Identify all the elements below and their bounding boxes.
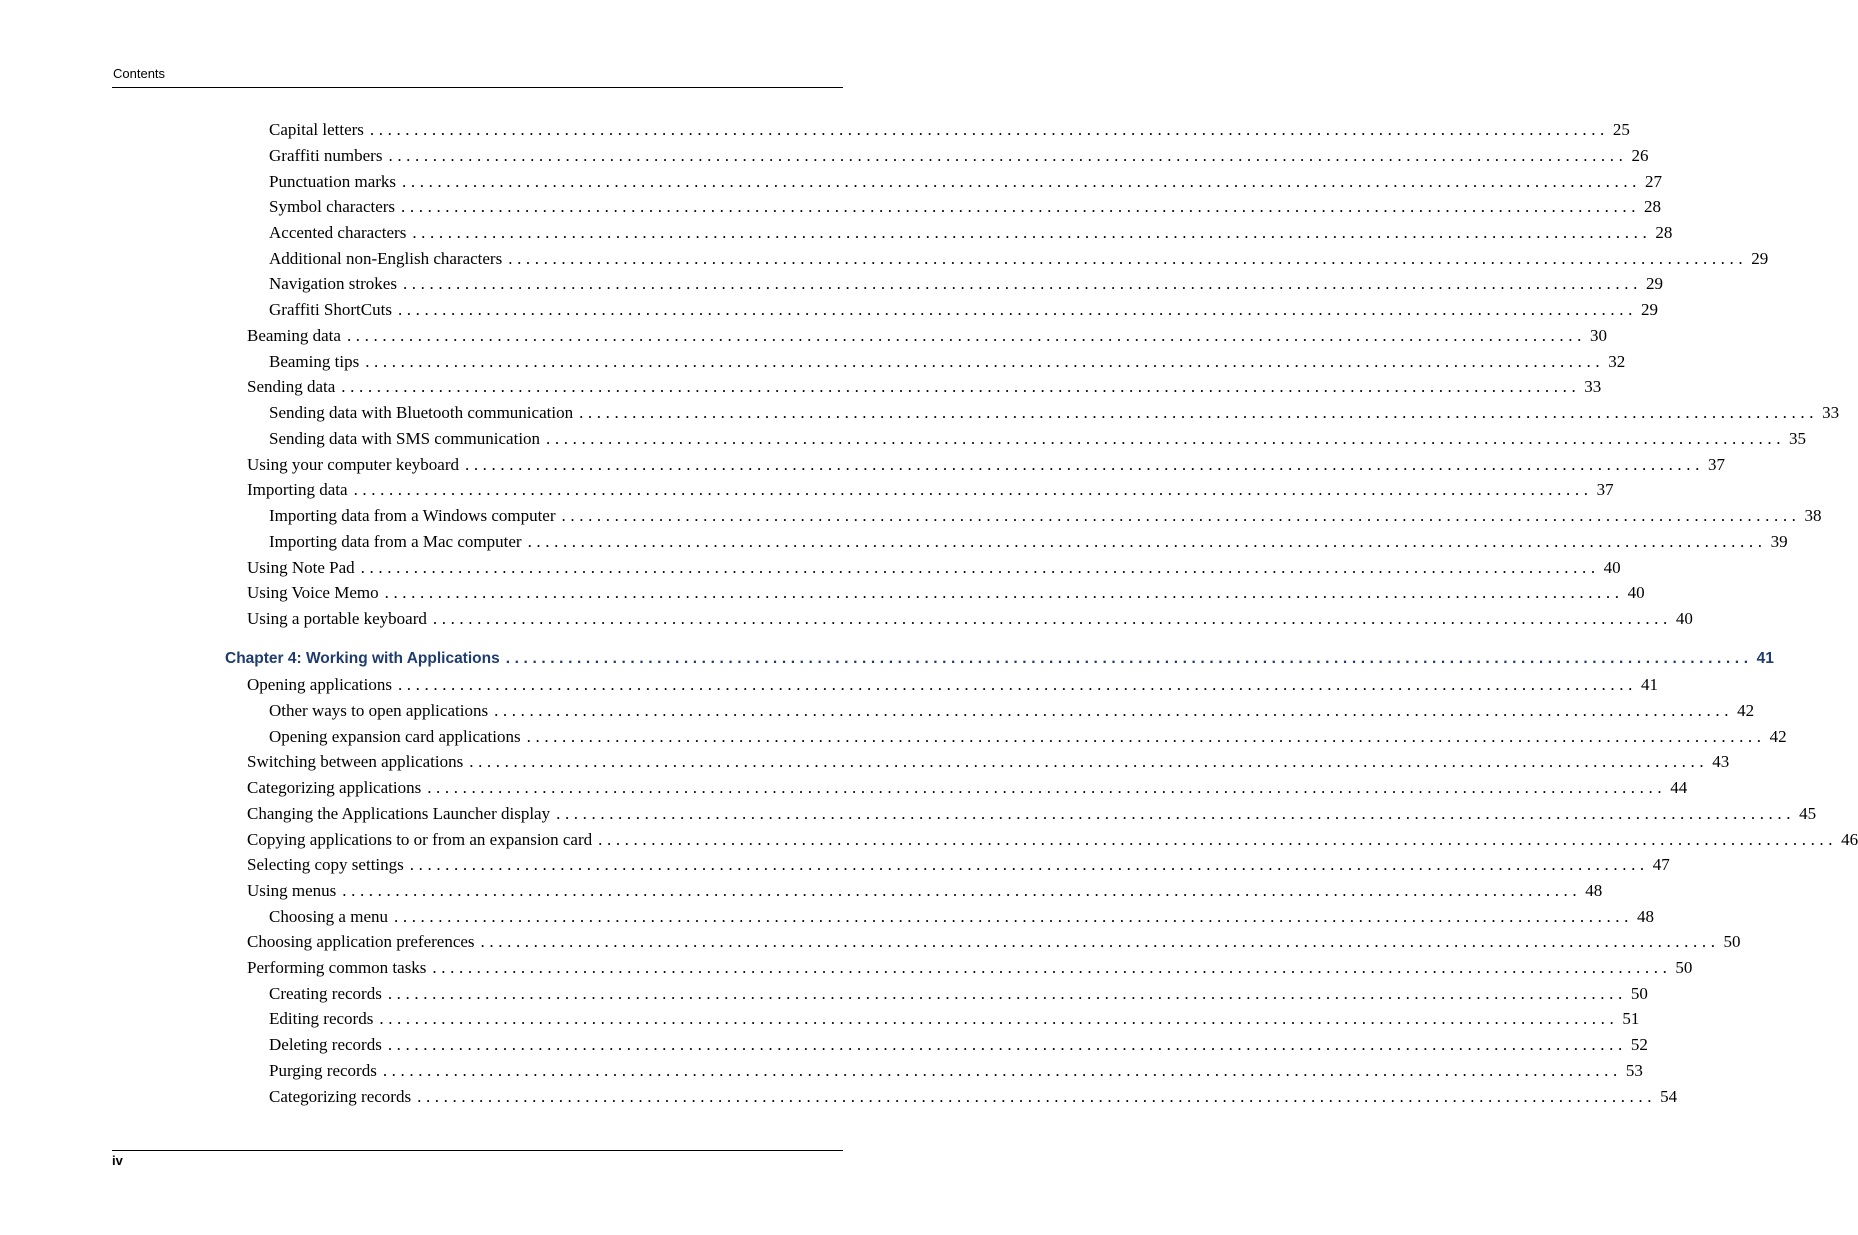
toc-entry-title: Changing the Applications Launcher display <box>247 804 551 823</box>
dot-leader: ............................................................................................................................................ <box>360 558 1600 577</box>
dot-leader: ............................................................................................................................................ <box>342 881 1582 900</box>
dot-leader: ............................................................................................................................................ <box>402 172 1642 191</box>
toc-entry-page: 29 <box>1640 300 1658 319</box>
dot-leader: ............................................................................................................................................ <box>480 932 1720 951</box>
dot-leader: ............................................................................................................................................ <box>526 727 1766 746</box>
toc-entry-page: 47 <box>1652 855 1670 874</box>
dot-leader: ............................................................................................................................................ <box>505 650 1753 667</box>
toc-entry-title: Navigation strokes <box>269 274 397 293</box>
toc-entry-page: 32 <box>1608 352 1626 371</box>
dot-leader: ............................................................................................................................................ <box>508 249 1748 268</box>
header-rule <box>112 87 843 88</box>
toc-entry-changing-launcher-display[interactable] <box>247 804 1817 826</box>
toc-entry-page: 50 <box>1630 984 1648 1003</box>
toc-entry-title: Categorizing records <box>269 1087 412 1106</box>
dot-leader: ............................................................................................................................................ <box>387 1035 1627 1054</box>
toc-entry-title: Importing data from a Windows computer <box>269 506 556 525</box>
toc-entry-choosing-preferences[interactable] <box>247 932 1741 954</box>
toc-entry-accented-characters[interactable] <box>269 223 1673 245</box>
dot-leader: ............................................................................................................................................ <box>556 804 1796 823</box>
toc-entry-page: 30 <box>1589 326 1607 345</box>
dot-leader: ............................................................................................................................................ <box>417 1087 1657 1106</box>
dot-leader: ............................................................................................................................................ <box>432 958 1672 977</box>
toc-entry-opening-expansion-card[interactable] <box>269 727 1787 749</box>
toc-entry-title: Punctuation marks <box>269 172 397 191</box>
toc-entry-navigation-strokes[interactable] <box>269 274 1663 296</box>
toc-entry-purging-records[interactable] <box>269 1061 1643 1083</box>
footer-rule <box>112 1150 843 1151</box>
toc-entry-page: 45 <box>1799 804 1817 823</box>
dot-leader: ............................................................................................................................................ <box>401 197 1641 216</box>
dot-leader: ............................................................................................................................................ <box>432 609 1672 628</box>
dot-leader: ............................................................................................................................................ <box>469 752 1709 771</box>
toc-entry-page: 50 <box>1723 932 1741 951</box>
toc-entry-page: 40 <box>1603 558 1621 577</box>
toc-entry-deleting-records[interactable] <box>269 1035 1648 1057</box>
toc-entry-title: Using Note Pad <box>247 558 355 577</box>
toc-entry-title: Graffiti ShortCuts <box>269 300 392 319</box>
toc-entry-page: 25 <box>1612 120 1630 139</box>
toc-entry-page: 38 <box>1804 506 1822 525</box>
toc-entry-beaming-tips[interactable] <box>269 352 1626 374</box>
toc-entry-title: Switching between applications <box>247 752 464 771</box>
dot-leader: ............................................................................................................................................ <box>387 984 1627 1003</box>
toc-entry-title: Sending data with Bluetooth communication <box>269 403 574 422</box>
dot-leader: ............................................................................................................................................ <box>384 583 1624 602</box>
toc-chapter-title: Chapter 4: Working with Applications <box>225 650 500 667</box>
toc-entry-page: 33 <box>1822 403 1840 422</box>
dot-leader: ............................................................................................................................................ <box>527 532 1767 551</box>
dot-leader: ............................................................................................................................................ <box>412 223 1652 242</box>
toc-entry-title: Beaming data <box>247 326 341 345</box>
dot-leader: ............................................................................................................................................ <box>494 701 1734 720</box>
toc-entry-page: 48 <box>1637 907 1654 926</box>
toc-entry-page: 54 <box>1660 1087 1678 1106</box>
toc-entry-creating-records[interactable] <box>269 984 1648 1006</box>
toc-entry-page: 26 <box>1631 146 1649 165</box>
dot-leader: ............................................................................................................................................ <box>394 907 1633 926</box>
toc-entry-beaming-data[interactable] <box>247 326 1607 348</box>
toc-entry-title: Using Voice Memo <box>247 583 379 602</box>
dot-leader: ............................................................................................................................................ <box>353 480 1593 499</box>
toc-entry-categorizing-applications[interactable] <box>247 778 1688 800</box>
dot-leader: ............................................................................................................................................ <box>382 1061 1622 1080</box>
dot-leader: ............................................................................................................................................ <box>388 146 1628 165</box>
toc-entry-title: Opening expansion card applications <box>269 727 521 746</box>
toc-entry-opening-applications[interactable] <box>247 675 1658 697</box>
toc-entry-importing-windows[interactable] <box>269 506 1822 528</box>
toc-entry-graffiti-shortcuts[interactable] <box>269 300 1658 322</box>
toc-entry-using-voice-memo[interactable] <box>247 583 1645 605</box>
dot-leader: ............................................................................................................................................ <box>397 675 1637 694</box>
toc-entry-title: Creating records <box>269 984 382 1003</box>
dot-leader: ............................................................................................................................................ <box>579 403 1819 422</box>
toc-entry-title: Deleting records <box>269 1035 382 1054</box>
toc-entry-title: Other ways to open applications <box>269 701 489 720</box>
dot-leader: ............................................................................................................................................ <box>379 1009 1619 1028</box>
toc-entry-title: Using menus <box>247 881 337 900</box>
toc-chapter-page: 41 <box>1756 650 1774 667</box>
toc-entry-title: Sending data <box>247 377 336 396</box>
toc-entry-page: 52 <box>1630 1035 1648 1054</box>
toc-entry-sending-data-bluetooth[interactable] <box>269 403 1840 425</box>
toc-entry-page: 33 <box>1584 377 1602 396</box>
dot-leader: ............................................................................................................................................ <box>546 429 1786 448</box>
toc-entry-page: 29 <box>1645 274 1663 293</box>
toc-entry-sending-data[interactable] <box>247 377 1602 399</box>
toc-entry-switching-applications[interactable] <box>247 752 1730 774</box>
toc-entry-title: Importing data <box>247 480 348 499</box>
toc-entry-page: 37 <box>1596 480 1614 499</box>
toc-entry-title: Categorizing applications <box>247 778 422 797</box>
running-head: Contents <box>113 66 166 81</box>
toc-entry-importing-data[interactable] <box>247 480 1614 502</box>
toc-entry-title: Graffiti numbers <box>269 146 383 165</box>
toc-entry-title: Symbol characters <box>269 197 396 216</box>
toc-entry-other-ways-open[interactable] <box>269 701 1755 723</box>
toc-entry-page: 46 <box>1841 830 1858 849</box>
toc-entry-categorizing-records[interactable] <box>269 1087 1678 1109</box>
toc-entry-using-portable-keyboard[interactable] <box>247 609 1693 631</box>
toc-entry-page: 48 <box>1585 881 1603 900</box>
toc-entry-title: Choosing a menu <box>269 907 388 926</box>
toc-entry-title: Choosing application preferences <box>247 932 475 951</box>
toc-entry-page: 28 <box>1655 223 1673 242</box>
toc-entry-title: Sending data with SMS communication <box>269 429 541 448</box>
dot-leader: ............................................................................................................................................ <box>365 352 1605 371</box>
toc-entry-punctuation-marks[interactable] <box>269 172 1663 194</box>
toc-entry-title: Importing data from a Mac computer <box>269 532 522 551</box>
toc-entry-title: Selecting copy settings <box>247 855 404 874</box>
toc-entry-page: 43 <box>1712 752 1730 771</box>
toc-entry-title: Beaming tips <box>269 352 360 371</box>
dot-leader: ............................................................................................................................................ <box>464 455 1704 474</box>
toc-entry-copying-applications[interactable] <box>247 830 1858 852</box>
toc-entry-additional-non-english-characters[interactable] <box>269 249 1769 271</box>
toc-entry-graffiti-numbers[interactable] <box>269 146 1649 168</box>
toc-entry-page: 42 <box>1737 701 1755 720</box>
dot-leader: ............................................................................................................................................ <box>598 830 1838 849</box>
toc-entry-title: Using a portable keyboard <box>247 609 427 628</box>
toc-entry-page: 27 <box>1645 172 1663 191</box>
toc-entry-page: 40 <box>1627 583 1645 602</box>
toc-entry-title: Opening applications <box>247 675 392 694</box>
page-number: iv <box>112 1153 123 1168</box>
dot-leader: ............................................................................................................................................ <box>409 855 1649 874</box>
toc-chapter-4[interactable] <box>225 650 1774 672</box>
toc-entry-editing-records[interactable] <box>269 1009 1640 1031</box>
toc-entry-performing-common-tasks[interactable] <box>247 958 1693 980</box>
toc-entry-using-menus[interactable] <box>247 881 1603 903</box>
toc-entry-page: 35 <box>1789 429 1807 448</box>
toc-entry-title: Performing common tasks <box>247 958 427 977</box>
toc-entry-selecting-copy-settings[interactable] <box>247 855 1670 877</box>
toc-entry-page: 41 <box>1640 675 1658 694</box>
dot-leader: ............................................................................................................................................ <box>561 506 1801 525</box>
toc-entry-sending-data-sms[interactable] <box>269 429 1807 451</box>
toc-entry-page: 53 <box>1625 1061 1643 1080</box>
toc-entry-page: 40 <box>1675 609 1693 628</box>
toc-entry-page: 39 <box>1770 532 1788 551</box>
toc-entry-page: 51 <box>1622 1009 1640 1028</box>
toc-entry-title: Purging records <box>269 1061 377 1080</box>
toc-entry-page: 50 <box>1675 958 1693 977</box>
toc-entry-title: Editing records <box>269 1009 374 1028</box>
dot-leader: ............................................................................................................................................ <box>346 326 1586 345</box>
toc-entry-capital-letters[interactable] <box>269 120 1630 142</box>
toc-entry-page: 29 <box>1751 249 1769 268</box>
toc-entry-page: 37 <box>1707 455 1725 474</box>
toc-entry-title: Capital letters <box>269 120 364 139</box>
dot-leader: ............................................................................................................................................ <box>397 300 1637 319</box>
toc-entry-title: Accented characters <box>269 223 407 242</box>
toc-entry-using-note-pad[interactable] <box>247 558 1621 580</box>
toc-entry-page: 28 <box>1644 197 1662 216</box>
toc-entry-choosing-menu[interactable] <box>269 907 1654 929</box>
toc-entry-importing-mac[interactable] <box>269 532 1788 554</box>
dot-leader: ............................................................................................................................................ <box>427 778 1667 797</box>
toc-entry-using-computer-keyboard[interactable] <box>247 455 1725 477</box>
dot-leader: ............................................................................................................................................ <box>402 274 1642 293</box>
dot-leader: ............................................................................................................................................ <box>341 377 1581 396</box>
toc-entry-title: Additional non-English characters <box>269 249 503 268</box>
toc-entry-symbol-characters[interactable] <box>269 197 1662 219</box>
dot-leader: ............................................................................................................................................ <box>369 120 1609 139</box>
toc-entry-page: 44 <box>1670 778 1688 797</box>
toc-entry-page: 42 <box>1769 727 1787 746</box>
toc-entry-title: Using your computer keyboard <box>247 455 459 474</box>
toc-entry-title: Copying applications to or from an expansion card <box>247 830 593 849</box>
